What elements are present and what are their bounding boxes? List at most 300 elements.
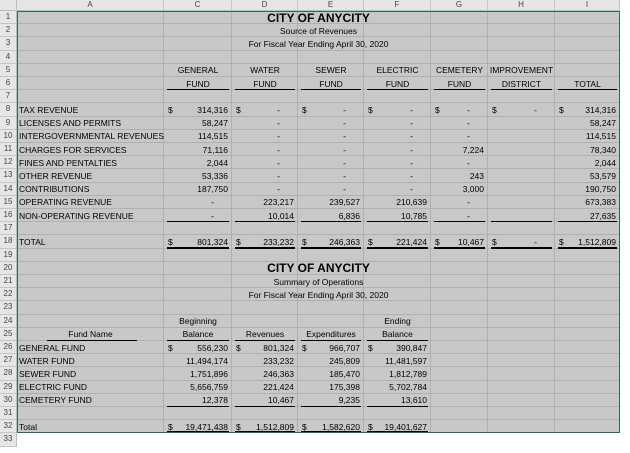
grid-cell[interactable] bbox=[431, 315, 488, 328]
grid-cell[interactable] bbox=[17, 90, 164, 103]
grid-cell[interactable] bbox=[431, 394, 488, 407]
value-cell: - bbox=[211, 210, 214, 221]
row-label: INTERGOVERNMENTAL REVENUES bbox=[19, 131, 164, 142]
grid-cell[interactable] bbox=[17, 301, 164, 314]
grid-cell[interactable] bbox=[431, 222, 488, 235]
underline bbox=[367, 406, 428, 407]
grid-cell[interactable] bbox=[431, 381, 488, 394]
value-cell: 390,847 bbox=[396, 342, 427, 353]
value-cell: 190,750 bbox=[585, 184, 616, 195]
total-value: 1,582,620 bbox=[322, 421, 360, 432]
total-value: 19,401,627 bbox=[384, 421, 427, 432]
grid-cell[interactable] bbox=[488, 301, 555, 314]
column-heading: DISTRICT bbox=[501, 78, 542, 89]
grid-cell[interactable] bbox=[555, 249, 620, 262]
row-header[interactable]: 32 bbox=[0, 420, 17, 433]
value-cell: - bbox=[410, 144, 413, 155]
column-heading: FUND bbox=[186, 78, 210, 89]
row-header[interactable]: 3 bbox=[0, 37, 17, 50]
grid-cell[interactable] bbox=[488, 381, 555, 394]
value-cell: 223,217 bbox=[263, 197, 294, 208]
underline bbox=[167, 89, 229, 90]
grid-cell[interactable] bbox=[488, 130, 555, 143]
grid-cell[interactable] bbox=[164, 51, 232, 64]
row-header[interactable]: 23 bbox=[0, 301, 17, 314]
row-header[interactable]: 22 bbox=[0, 288, 17, 301]
grid-cell[interactable] bbox=[431, 301, 488, 314]
currency-sign: $ bbox=[492, 236, 497, 247]
grid-cell[interactable] bbox=[488, 183, 555, 196]
row-header[interactable]: 5 bbox=[0, 64, 17, 77]
currency-sign: $ bbox=[236, 236, 241, 247]
grid-cell[interactable] bbox=[17, 407, 164, 420]
grid-cell[interactable] bbox=[431, 407, 488, 420]
grid-cell[interactable] bbox=[431, 90, 488, 103]
currency-sign: $ bbox=[236, 421, 241, 432]
value-cell: 53,336 bbox=[202, 170, 228, 181]
grid-cell[interactable] bbox=[488, 315, 555, 328]
column-heading: TOTAL bbox=[574, 78, 601, 89]
grid-cell[interactable] bbox=[17, 249, 164, 262]
grid-cell[interactable] bbox=[232, 315, 298, 328]
row-header[interactable]: 20 bbox=[0, 262, 17, 275]
underline bbox=[558, 221, 617, 222]
grid-cell[interactable] bbox=[555, 315, 620, 328]
row-header[interactable]: 30 bbox=[0, 394, 17, 407]
double-underline bbox=[558, 247, 617, 249]
double-underline bbox=[491, 247, 552, 249]
row-label: FINES AND PENTALTIES bbox=[19, 157, 117, 168]
column-header-h[interactable]: H bbox=[488, 0, 555, 11]
double-underline bbox=[167, 247, 229, 249]
grid-cell[interactable] bbox=[232, 90, 298, 103]
value-cell: 71,116 bbox=[202, 144, 228, 155]
grid-cell[interactable] bbox=[164, 249, 232, 262]
value-cell: 175,398 bbox=[329, 382, 360, 393]
value-cell: - bbox=[277, 118, 280, 129]
currency-sign: $ bbox=[168, 342, 173, 353]
grid-cell[interactable] bbox=[488, 394, 555, 407]
value-cell: - bbox=[277, 157, 280, 168]
grid-cell[interactable] bbox=[364, 407, 431, 420]
value-cell: - bbox=[343, 184, 346, 195]
row-header[interactable]: 31 bbox=[0, 407, 17, 420]
column-heading: Balance bbox=[382, 329, 413, 340]
underline bbox=[434, 221, 485, 222]
column-header-a[interactable]: A bbox=[17, 0, 164, 11]
grid-cell[interactable] bbox=[232, 301, 298, 314]
value-cell: 245,809 bbox=[329, 355, 360, 366]
value-cell: - bbox=[410, 104, 413, 115]
double-underline bbox=[235, 431, 295, 433]
column-heading: Ending bbox=[384, 316, 411, 327]
grid-cell[interactable] bbox=[232, 222, 298, 235]
currency-sign: $ bbox=[559, 104, 564, 115]
column-heading: Expenditures bbox=[306, 329, 356, 340]
currency-sign: $ bbox=[368, 342, 373, 353]
value-cell: 1,751,896 bbox=[190, 368, 228, 379]
grid-cell[interactable] bbox=[17, 315, 164, 328]
column-heading: CEMETERY bbox=[435, 65, 484, 76]
total-value: 801,324 bbox=[197, 236, 228, 247]
grid-cell[interactable] bbox=[298, 249, 364, 262]
total-value: 10,467 bbox=[458, 236, 484, 247]
value-cell: 5,656,759 bbox=[190, 382, 228, 393]
column-heading: ELECTRIC bbox=[376, 65, 419, 76]
value-cell: 243 bbox=[469, 170, 484, 181]
row-header[interactable]: 4 bbox=[0, 51, 17, 64]
row-header[interactable]: 25 bbox=[0, 328, 17, 341]
grid-cell[interactable] bbox=[364, 51, 431, 64]
row-header[interactable]: 24 bbox=[0, 315, 17, 328]
value-cell: 10,785 bbox=[401, 210, 427, 221]
row-header[interactable]: 16 bbox=[0, 209, 17, 222]
total-value: 1,512,809 bbox=[256, 421, 294, 432]
value-cell: 11,494,174 bbox=[186, 355, 228, 366]
grid-cell[interactable] bbox=[488, 90, 555, 103]
column-header-c[interactable]: C bbox=[164, 0, 232, 11]
value-cell: 2,044 bbox=[206, 157, 228, 168]
double-underline bbox=[167, 431, 229, 433]
value-cell: - bbox=[467, 197, 470, 208]
grid-cell[interactable] bbox=[555, 354, 620, 367]
grid-cell[interactable] bbox=[232, 407, 298, 420]
column-header-e[interactable]: E bbox=[298, 0, 364, 11]
row-header[interactable]: 29 bbox=[0, 381, 17, 394]
currency-sign: $ bbox=[168, 236, 173, 247]
value-cell: 10,014 bbox=[268, 210, 294, 221]
grid-cell[interactable] bbox=[488, 51, 555, 64]
row-header[interactable]: 17 bbox=[0, 222, 17, 235]
value-cell: 11,481,597 bbox=[385, 355, 427, 366]
column-heading: FUND bbox=[319, 78, 343, 89]
row-label: TAX REVENUE bbox=[19, 104, 79, 115]
underline bbox=[558, 89, 617, 90]
column-heading: FUND bbox=[447, 78, 472, 89]
row-label: OPERATING REVENUE bbox=[19, 197, 112, 208]
underline bbox=[301, 89, 361, 90]
grid-cell[interactable] bbox=[164, 222, 232, 235]
row-label: SEWER FUND bbox=[19, 368, 77, 379]
grid-cell[interactable] bbox=[364, 249, 431, 262]
currency-sign: $ bbox=[302, 421, 307, 432]
total-value: 233,232 bbox=[263, 236, 294, 247]
row-label: ELECTRIC FUND bbox=[19, 382, 88, 393]
grid-cell[interactable] bbox=[17, 64, 164, 77]
value-cell: 6,836 bbox=[338, 210, 360, 221]
column-heading: Revenues bbox=[245, 329, 285, 340]
underline bbox=[235, 406, 295, 407]
total-value: - bbox=[534, 236, 537, 247]
value-cell: 1,812,789 bbox=[389, 368, 427, 379]
row-header[interactable]: 1 bbox=[0, 11, 17, 24]
value-cell: 58,247 bbox=[590, 118, 616, 129]
grid-cell[interactable] bbox=[298, 315, 364, 328]
value-cell: 556,230 bbox=[197, 342, 228, 353]
grid-cell[interactable] bbox=[555, 394, 620, 407]
grid-cell[interactable] bbox=[488, 143, 555, 156]
report-subtitle: Source of Revenues bbox=[279, 25, 358, 36]
row-header[interactable]: 7 bbox=[0, 90, 17, 103]
double-underline bbox=[301, 431, 361, 433]
row-header[interactable]: 28 bbox=[0, 367, 17, 380]
grid-cell[interactable] bbox=[17, 51, 164, 64]
currency-sign: $ bbox=[435, 236, 440, 247]
currency-sign: $ bbox=[368, 421, 373, 432]
grid-cell[interactable] bbox=[431, 249, 488, 262]
report-title: CITY OF ANYCITY bbox=[267, 261, 370, 276]
column-header-i[interactable]: I bbox=[555, 0, 620, 11]
column-heading: WATER bbox=[250, 65, 280, 76]
column-heading: IMPROVEMENT bbox=[489, 65, 554, 76]
total-label: TOTAL bbox=[19, 236, 46, 247]
value-cell: - bbox=[343, 118, 346, 129]
value-cell: 12,378 bbox=[202, 395, 228, 406]
underline bbox=[491, 89, 552, 90]
grid-cell[interactable] bbox=[431, 341, 488, 354]
grid-cell[interactable] bbox=[431, 367, 488, 380]
value-cell: 185,470 bbox=[329, 368, 360, 379]
value-cell: 114,515 bbox=[197, 131, 228, 142]
row-header[interactable]: 11 bbox=[0, 143, 17, 156]
row-header[interactable]: 33 bbox=[0, 433, 17, 446]
value-cell: 13,610 bbox=[401, 395, 427, 406]
total-value: 19,471,438 bbox=[185, 421, 228, 432]
value-cell: 246,363 bbox=[263, 368, 294, 379]
grid-cell[interactable] bbox=[555, 90, 620, 103]
underline bbox=[167, 406, 229, 407]
row-header[interactable]: 18 bbox=[0, 235, 17, 248]
column-heading: Beginning bbox=[179, 316, 217, 327]
currency-sign: $ bbox=[492, 104, 497, 115]
grid-cell[interactable] bbox=[488, 196, 555, 209]
total-value: 221,424 bbox=[396, 236, 427, 247]
row-label: NON-OPERATING REVENUE bbox=[19, 210, 134, 221]
grid-cell[interactable] bbox=[232, 51, 298, 64]
blank-area bbox=[620, 11, 630, 453]
grid-cell[interactable] bbox=[164, 90, 232, 103]
value-cell: - bbox=[277, 170, 280, 181]
grid-cell[interactable] bbox=[431, 420, 488, 433]
row-header[interactable]: 15 bbox=[0, 196, 17, 209]
underline bbox=[167, 340, 229, 341]
value-cell: - bbox=[211, 197, 214, 208]
double-underline bbox=[434, 247, 485, 249]
value-cell: - bbox=[343, 131, 346, 142]
column-heading: Balance bbox=[182, 329, 214, 340]
underline bbox=[47, 340, 137, 341]
value-cell: 233,232 bbox=[263, 355, 294, 366]
value-cell: 966,707 bbox=[329, 342, 360, 353]
value-cell: - bbox=[410, 131, 413, 142]
value-cell: 58,247 bbox=[202, 118, 228, 129]
value-cell: - bbox=[410, 170, 413, 181]
row-header[interactable]: 26 bbox=[0, 341, 17, 354]
grid-cell[interactable] bbox=[555, 420, 620, 433]
grid-cell[interactable] bbox=[17, 77, 164, 90]
grid-cell[interactable] bbox=[555, 301, 620, 314]
grid-cell[interactable] bbox=[431, 354, 488, 367]
grid-cell[interactable] bbox=[488, 156, 555, 169]
underline bbox=[491, 221, 552, 222]
grid-cell[interactable] bbox=[364, 90, 431, 103]
row-header[interactable]: 9 bbox=[0, 117, 17, 130]
value-cell: 53,579 bbox=[590, 170, 616, 181]
value-cell: - bbox=[343, 144, 346, 155]
double-underline bbox=[367, 247, 428, 249]
row-header[interactable]: 19 bbox=[0, 249, 17, 262]
grid-cell[interactable] bbox=[488, 222, 555, 235]
column-header-d[interactable]: D bbox=[232, 0, 298, 11]
currency-sign: $ bbox=[236, 342, 241, 353]
grid-cell[interactable] bbox=[488, 354, 555, 367]
currency-sign: $ bbox=[559, 236, 564, 247]
value-cell: 114,515 bbox=[585, 131, 616, 142]
underline bbox=[235, 89, 295, 90]
currency-sign: $ bbox=[302, 104, 307, 115]
fund-name-heading: Fund Name bbox=[68, 329, 113, 340]
grid-cell[interactable] bbox=[298, 301, 364, 314]
value-cell: 673,383 bbox=[585, 197, 616, 208]
row-header[interactable]: 2 bbox=[0, 24, 17, 37]
total-label: Total bbox=[19, 421, 37, 432]
value-cell: 239,527 bbox=[329, 197, 360, 208]
row-label: OTHER REVENUE bbox=[19, 170, 93, 181]
report-period: For Fiscal Year Ending April 30, 2020 bbox=[248, 289, 389, 300]
underline bbox=[301, 221, 361, 222]
value-cell: 314,316 bbox=[197, 104, 228, 115]
underline bbox=[235, 340, 295, 341]
value-cell: 801,324 bbox=[263, 342, 294, 353]
value-cell: 187,750 bbox=[197, 184, 228, 195]
row-header[interactable]: 13 bbox=[0, 169, 17, 182]
grid-cell[interactable] bbox=[232, 249, 298, 262]
value-cell: - bbox=[343, 170, 346, 181]
grid-cell[interactable] bbox=[431, 51, 488, 64]
underline bbox=[367, 221, 428, 222]
grid-cell[interactable] bbox=[555, 64, 620, 77]
double-underline bbox=[367, 431, 428, 433]
grid-cell[interactable] bbox=[555, 381, 620, 394]
column-header-g[interactable]: G bbox=[431, 0, 488, 11]
row-header[interactable]: 21 bbox=[0, 275, 17, 288]
value-cell: - bbox=[534, 104, 537, 115]
value-cell: - bbox=[410, 118, 413, 129]
grid-cell[interactable] bbox=[488, 367, 555, 380]
column-header-f[interactable]: F bbox=[364, 0, 431, 11]
grid-cell[interactable] bbox=[298, 222, 364, 235]
value-cell: 10,467 bbox=[268, 395, 294, 406]
value-cell: - bbox=[410, 157, 413, 168]
value-cell: - bbox=[277, 144, 280, 155]
value-cell: 3,000 bbox=[462, 184, 484, 195]
double-underline bbox=[301, 247, 361, 249]
currency-sign: $ bbox=[302, 236, 307, 247]
value-cell: - bbox=[277, 131, 280, 142]
grid-cell[interactable] bbox=[488, 420, 555, 433]
value-cell: 2,044 bbox=[594, 157, 616, 168]
grid-cell[interactable] bbox=[555, 51, 620, 64]
grid-cell[interactable] bbox=[298, 407, 364, 420]
grid-cell[interactable] bbox=[488, 341, 555, 354]
value-cell: 314,316 bbox=[585, 104, 616, 115]
row-label: WATER FUND bbox=[19, 355, 75, 366]
row-label: LICENSES AND PERMITS bbox=[19, 118, 122, 129]
grid-cell[interactable] bbox=[555, 407, 620, 420]
currency-sign: $ bbox=[368, 104, 373, 115]
grid-cell[interactable] bbox=[488, 169, 555, 182]
underline bbox=[301, 406, 361, 407]
value-cell: 5,702,784 bbox=[389, 382, 427, 393]
value-cell: - bbox=[343, 157, 346, 168]
grid-cell[interactable] bbox=[555, 222, 620, 235]
value-cell: - bbox=[277, 104, 280, 115]
grid-cell[interactable] bbox=[555, 367, 620, 380]
value-cell: - bbox=[467, 104, 470, 115]
grid-cell[interactable] bbox=[298, 51, 364, 64]
total-value: 246,363 bbox=[329, 236, 360, 247]
underline bbox=[434, 89, 485, 90]
grid-cell[interactable] bbox=[488, 328, 555, 341]
grid-cell[interactable] bbox=[364, 222, 431, 235]
row-header[interactable]: 8 bbox=[0, 103, 17, 116]
underline bbox=[167, 221, 229, 222]
grid-cell[interactable] bbox=[164, 407, 232, 420]
underline bbox=[301, 340, 361, 341]
value-cell: 27,635 bbox=[590, 210, 616, 221]
value-cell: 210,639 bbox=[396, 197, 427, 208]
underline bbox=[367, 340, 428, 341]
underline bbox=[367, 89, 428, 90]
value-cell: - bbox=[410, 184, 413, 195]
row-label: CHARGES FOR SERVICES bbox=[19, 144, 127, 155]
value-cell: - bbox=[277, 184, 280, 195]
currency-sign: $ bbox=[368, 236, 373, 247]
value-cell: 7,224 bbox=[462, 144, 484, 155]
row-header[interactable]: 12 bbox=[0, 156, 17, 169]
value-cell: 9,235 bbox=[338, 395, 360, 406]
grid-cell[interactable] bbox=[164, 301, 232, 314]
double-underline bbox=[235, 247, 295, 249]
value-cell: 78,340 bbox=[590, 144, 616, 155]
value-cell: 221,424 bbox=[263, 382, 294, 393]
grid-cell[interactable] bbox=[555, 328, 620, 341]
total-value: 1,512,809 bbox=[578, 236, 616, 247]
row-header[interactable]: 10 bbox=[0, 130, 17, 143]
grid-cell[interactable] bbox=[488, 117, 555, 130]
row-header[interactable]: 6 bbox=[0, 77, 17, 90]
select-all-corner[interactable] bbox=[0, 0, 17, 11]
currency-sign: $ bbox=[236, 104, 241, 115]
grid-cell[interactable] bbox=[488, 249, 555, 262]
row-header[interactable]: 14 bbox=[0, 183, 17, 196]
column-heading: SEWER bbox=[315, 65, 347, 76]
grid-cell[interactable] bbox=[298, 90, 364, 103]
grid-cell[interactable] bbox=[488, 407, 555, 420]
column-heading: GENERAL bbox=[177, 65, 219, 76]
row-label: CEMETERY FUND bbox=[19, 395, 92, 406]
grid-cell[interactable] bbox=[555, 341, 620, 354]
row-label: CONTRIBUTIONS bbox=[19, 184, 90, 195]
column-heading: FUND bbox=[253, 78, 277, 89]
grid-cell[interactable] bbox=[431, 328, 488, 341]
report-period: For Fiscal Year Ending April 30, 2020 bbox=[248, 38, 389, 49]
currency-sign: $ bbox=[302, 342, 307, 353]
report-title: CITY OF ANYCITY bbox=[267, 10, 370, 25]
grid-cell[interactable] bbox=[364, 301, 431, 314]
grid-cell[interactable] bbox=[17, 222, 164, 235]
row-header[interactable]: 27 bbox=[0, 354, 17, 367]
